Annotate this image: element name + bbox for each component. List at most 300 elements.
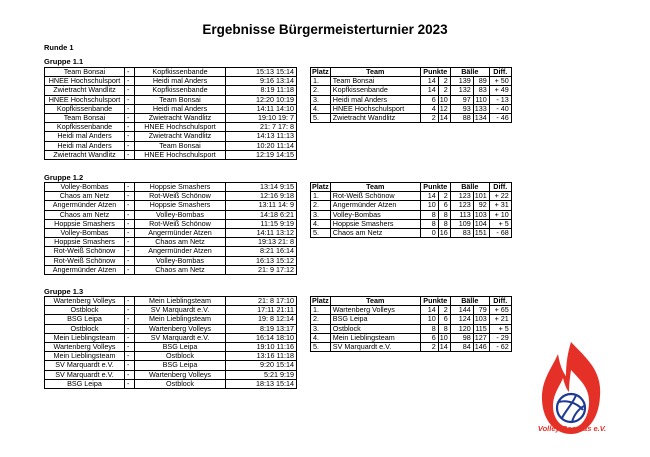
game-row: [45, 132, 297, 141]
game-row: [45, 352, 297, 361]
balls-won-cell: 98: [450, 333, 473, 342]
place-cell: 4.: [311, 219, 331, 228]
result-cell: 21: 8 17:10: [226, 297, 297, 306]
team-away-cell: Angermünder Atzen: [135, 247, 226, 256]
points-lost-cell: 14: [438, 343, 450, 352]
team-home-cell: Team Bonsai: [45, 68, 125, 77]
team-home-cell: HNEE Hochschulsport: [45, 95, 125, 104]
standings-header-cell: Punkte: [420, 297, 450, 306]
team-cell: Volley-Bombas: [330, 210, 420, 219]
balls-won-cell: 120: [450, 324, 473, 333]
separator-cell: -: [125, 324, 135, 333]
result-cell: 13:16 11:18: [226, 352, 297, 361]
result-cell: 17:11 21:11: [226, 306, 297, 315]
diff-cell: + 10: [489, 210, 511, 219]
standings-header-row: [311, 183, 512, 192]
game-row: [45, 361, 297, 370]
team-home-cell: Rot-Weiß Schönow: [45, 256, 125, 265]
points-won-cell: 2: [420, 114, 438, 123]
standings-row: [311, 229, 512, 238]
separator-cell: -: [125, 238, 135, 247]
place-cell: 3.: [311, 95, 331, 104]
standings-row: [311, 201, 512, 210]
balls-lost-cell: 79: [473, 306, 489, 315]
place-cell: 5.: [311, 229, 331, 238]
team-home-cell: SV Marquardt e.V.: [45, 361, 125, 370]
standings-header-cell: Platz: [312, 67, 329, 76]
team-cell: Angermünder Atzen: [330, 201, 420, 210]
team-away-cell: Wartenberg Volleys: [135, 324, 226, 333]
team-away-cell: Rot-Weiß Schönow: [135, 192, 226, 201]
result-cell: 12:16 9:18: [226, 192, 297, 201]
diff-cell: + 31: [489, 201, 511, 210]
points-lost-cell: 6: [438, 201, 450, 210]
points-won-cell: 0: [420, 229, 438, 238]
game-row: [45, 123, 297, 132]
team-away-cell: SV Marquardt e.V.: [135, 333, 226, 342]
standings-header-cell: Platz: [312, 296, 329, 305]
team-home-cell: Volley-Bombas: [45, 183, 125, 192]
result-cell: 14:11 14:10: [226, 104, 297, 113]
game-row: [45, 141, 297, 150]
balls-won-cell: 139: [450, 77, 473, 86]
game-row: [45, 219, 297, 228]
team-away-cell: BSG Leipa: [135, 361, 226, 370]
team-home-cell: Heidi mal Anders: [45, 141, 125, 150]
team-home-cell: Wartenberg Volleys: [45, 343, 125, 352]
page-title: Ergebnisse Bürgermeisterturnier 2023: [202, 22, 448, 37]
team-away-cell: Chaos am Netz: [135, 238, 226, 247]
team-away-cell: Team Bonsai: [135, 141, 226, 150]
balls-lost-cell: 146: [473, 343, 489, 352]
points-won-cell: 14: [420, 306, 438, 315]
result-cell: 18:13 15:14: [226, 379, 297, 388]
balls-won-cell: 123: [450, 192, 473, 201]
place-cell: 1.: [311, 77, 331, 86]
balls-lost-cell: 92: [473, 201, 489, 210]
standings-row: [311, 104, 512, 113]
separator-cell: -: [125, 229, 135, 238]
game-row: [45, 95, 297, 104]
standings-row: [311, 86, 512, 95]
team-away-cell: Angermünder Atzen: [135, 229, 226, 238]
place-cell: 5.: [311, 114, 331, 123]
standings-header-cell: Platz: [312, 182, 329, 191]
separator-cell: -: [125, 379, 135, 388]
team-home-cell: SV Marquardt e.V.: [45, 370, 125, 379]
team-home-cell: Angermünder Atzen: [45, 265, 125, 274]
points-won-cell: 14: [420, 192, 438, 201]
separator-cell: -: [125, 361, 135, 370]
game-row: [45, 68, 297, 77]
balls-lost-cell: 103: [473, 315, 489, 324]
team-home-cell: Mein Lieblingsteam: [45, 333, 125, 342]
team-away-cell: Volley-Bombas: [135, 210, 226, 219]
place-cell: 5.: [311, 343, 331, 352]
place-cell: 1.: [311, 192, 331, 201]
game-row: [45, 247, 297, 256]
diff-cell: - 46: [489, 114, 511, 123]
balls-lost-cell: 127: [473, 333, 489, 342]
team-cell: Hoppsie Smashers: [330, 219, 420, 228]
balls-won-cell: 123: [450, 201, 473, 210]
result-cell: 19:10 19: 7: [226, 114, 297, 123]
standings-header-cell: Bälle: [450, 68, 489, 77]
balls-won-cell: 124: [450, 315, 473, 324]
result-cell: 8:19 13:17: [226, 324, 297, 333]
game-row: [45, 192, 297, 201]
separator-cell: -: [125, 219, 135, 228]
team-away-cell: Rot-Weiß Schönow: [135, 219, 226, 228]
diff-cell: - 62: [489, 343, 511, 352]
team-home-cell: Hoppsie Smashers: [45, 219, 125, 228]
team-cell: Ostblock: [330, 324, 420, 333]
separator-cell: -: [125, 256, 135, 265]
team-cell: Wartenberg Volleys: [330, 306, 420, 315]
result-cell: 11:15 9:19: [226, 219, 297, 228]
diff-cell: + 5: [489, 219, 511, 228]
separator-cell: -: [125, 141, 135, 150]
standings-table: [310, 182, 512, 238]
team-cell: Chaos am Netz: [330, 229, 420, 238]
group-title: Gruppe 1.2: [44, 173, 84, 182]
team-away-cell: HNEE Hochschulsport: [135, 150, 226, 159]
game-row: [45, 77, 297, 86]
separator-cell: -: [125, 370, 135, 379]
separator-cell: -: [125, 352, 135, 361]
team-away-cell: HNEE Hochschulsport: [135, 123, 226, 132]
standings-header-cell: Bälle: [450, 297, 489, 306]
result-cell: 12:19 14:15: [226, 150, 297, 159]
balls-won-cell: 144: [450, 306, 473, 315]
standings-header-cell: Bälle: [450, 183, 489, 192]
team-home-cell: BSG Leipa: [45, 315, 125, 324]
team-cell: Heidi mal Anders: [330, 95, 420, 104]
separator-cell: -: [125, 104, 135, 113]
separator-cell: -: [125, 306, 135, 315]
diff-cell: - 13: [489, 95, 511, 104]
points-won-cell: 8: [420, 219, 438, 228]
diff-cell: + 65: [489, 306, 511, 315]
diff-cell: + 50: [489, 77, 511, 86]
points-lost-cell: 14: [438, 114, 450, 123]
team-away-cell: Kopfkissenbande: [135, 68, 226, 77]
points-lost-cell: 8: [438, 219, 450, 228]
team-cell: Team Bonsai: [330, 77, 420, 86]
points-won-cell: 4: [420, 104, 438, 113]
team-home-cell: Heidi mal Anders: [45, 132, 125, 141]
team-away-cell: Wartenberg Volleys: [135, 370, 226, 379]
separator-cell: -: [125, 150, 135, 159]
standings-header-row: [311, 297, 512, 306]
team-away-cell: Mein Lieblingsteam: [135, 297, 226, 306]
separator-cell: -: [125, 265, 135, 274]
diff-cell: - 68: [489, 229, 511, 238]
game-row: [45, 201, 297, 210]
result-cell: 19:13 21: 8: [226, 238, 297, 247]
points-lost-cell: 8: [438, 324, 450, 333]
points-lost-cell: 2: [438, 77, 450, 86]
team-away-cell: Ostblock: [135, 352, 226, 361]
separator-cell: -: [125, 192, 135, 201]
standings-header-cell: Diff.: [489, 68, 511, 77]
balls-won-cell: 113: [450, 210, 473, 219]
result-cell: 19:10 11:16: [226, 343, 297, 352]
diff-cell: + 49: [489, 86, 511, 95]
standings-table: [310, 67, 512, 123]
result-cell: 14:18 6:21: [226, 210, 297, 219]
standings-header-cell: Punkte: [420, 183, 450, 192]
team-away-cell: Zwietracht Wandlitz: [135, 132, 226, 141]
points-won-cell: 8: [420, 210, 438, 219]
standings-row: [311, 343, 512, 352]
place-cell: 1.: [311, 306, 331, 315]
standings-row: [311, 114, 512, 123]
game-row: [45, 104, 297, 113]
team-home-cell: Volley-Bombas: [45, 229, 125, 238]
separator-cell: -: [125, 343, 135, 352]
place-cell: 2.: [311, 201, 331, 210]
points-lost-cell: 8: [438, 210, 450, 219]
points-won-cell: 14: [420, 77, 438, 86]
team-home-cell: Wartenberg Volleys: [45, 297, 125, 306]
balls-lost-cell: 101: [473, 192, 489, 201]
place-cell: 4.: [311, 104, 331, 113]
place-cell: 2.: [311, 315, 331, 324]
separator-cell: -: [125, 114, 135, 123]
game-row: [45, 238, 297, 247]
team-home-cell: Zwietracht Wandlitz: [45, 86, 125, 95]
separator-cell: -: [125, 247, 135, 256]
result-cell: 13:14 9:15: [226, 183, 297, 192]
place-cell: 4.: [311, 333, 331, 342]
separator-cell: -: [125, 183, 135, 192]
balls-lost-cell: 134: [473, 114, 489, 123]
balls-lost-cell: 110: [473, 95, 489, 104]
points-lost-cell: 6: [438, 315, 450, 324]
standings-row: [311, 95, 512, 104]
team-cell: Zwietracht Wandlitz: [330, 114, 420, 123]
balls-won-cell: 88: [450, 114, 473, 123]
team-home-cell: Chaos am Netz: [45, 210, 125, 219]
team-away-cell: Team Bonsai: [135, 95, 226, 104]
game-row: [45, 315, 297, 324]
game-row: [45, 333, 297, 342]
separator-cell: -: [125, 86, 135, 95]
standings-row: [311, 333, 512, 342]
round-label: Runde 1: [44, 43, 74, 52]
separator-cell: -: [125, 333, 135, 342]
game-row: [45, 343, 297, 352]
points-won-cell: 8: [420, 324, 438, 333]
standings-row: [311, 219, 512, 228]
result-cell: 8:19 11:18: [226, 86, 297, 95]
standings-row: [311, 192, 512, 201]
standings-row: [311, 315, 512, 324]
game-row: [45, 370, 297, 379]
team-home-cell: Chaos am Netz: [45, 192, 125, 201]
result-cell: 19: 8 12:14: [226, 315, 297, 324]
club-logo: [536, 340, 606, 436]
game-row: [45, 306, 297, 315]
team-cell: HNEE Hochschulsport: [330, 104, 420, 113]
balls-won-cell: 132: [450, 86, 473, 95]
team-away-cell: Zwietracht Wandlitz: [135, 114, 226, 123]
separator-cell: -: [125, 95, 135, 104]
place-cell: 3.: [311, 324, 331, 333]
team-cell: SV Marquardt e.V.: [330, 343, 420, 352]
team-home-cell: Mein Lieblingsteam: [45, 352, 125, 361]
result-cell: 5:21 9:19: [226, 370, 297, 379]
team-cell: BSG Leipa: [330, 315, 420, 324]
team-cell: Kopfkissenbande: [330, 86, 420, 95]
team-home-cell: Kopfkissenbande: [45, 123, 125, 132]
standings-header-cell: Team: [330, 183, 420, 192]
team-home-cell: Kopfkissenbande: [45, 104, 125, 113]
place-cell: 2.: [311, 86, 331, 95]
standings-row: [311, 324, 512, 333]
points-won-cell: 10: [420, 315, 438, 324]
games-table: [44, 182, 297, 275]
team-home-cell: Ostblock: [45, 324, 125, 333]
balls-lost-cell: 103: [473, 210, 489, 219]
games-table: [44, 67, 297, 160]
team-away-cell: Hoppsie Smashers: [135, 183, 226, 192]
team-away-cell: Mein Lieblingsteam: [135, 315, 226, 324]
standings-header-cell: Diff.: [489, 297, 511, 306]
game-row: [45, 324, 297, 333]
result-cell: 12:20 10:19: [226, 95, 297, 104]
team-home-cell: Angermünder Atzen: [45, 201, 125, 210]
balls-won-cell: 109: [450, 219, 473, 228]
standings-table: [310, 296, 512, 352]
separator-cell: -: [125, 297, 135, 306]
standings-header-cell: Diff.: [489, 183, 511, 192]
game-row: [45, 297, 297, 306]
result-cell: 9:16 13:14: [226, 77, 297, 86]
game-row: [45, 210, 297, 219]
game-row: [45, 183, 297, 192]
team-home-cell: Rot-Weiß Schönow: [45, 247, 125, 256]
team-away-cell: Ostblock: [135, 379, 226, 388]
diff-cell: + 5: [489, 324, 511, 333]
result-cell: 10:20 11:14: [226, 141, 297, 150]
result-cell: 14:11 13:12: [226, 229, 297, 238]
result-cell: 9:20 15:14: [226, 361, 297, 370]
separator-cell: -: [125, 132, 135, 141]
diff-cell: - 29: [489, 333, 511, 342]
game-row: [45, 114, 297, 123]
result-cell: 8:21 16:14: [226, 247, 297, 256]
result-cell: 15:13 15:14: [226, 68, 297, 77]
diff-cell: + 21: [489, 315, 511, 324]
standings-row: [311, 306, 512, 315]
points-lost-cell: 2: [438, 86, 450, 95]
diff-cell: + 22: [489, 192, 511, 201]
result-cell: 16:14 18:10: [226, 333, 297, 342]
result-cell: 14:13 11:13: [226, 132, 297, 141]
team-away-cell: SV Marquardt e.V.: [135, 306, 226, 315]
standings-header-row: [311, 68, 512, 77]
team-home-cell: Zwietracht Wandlitz: [45, 150, 125, 159]
separator-cell: -: [125, 77, 135, 86]
balls-lost-cell: 83: [473, 86, 489, 95]
team-home-cell: BSG Leipa: [45, 379, 125, 388]
balls-won-cell: 83: [450, 229, 473, 238]
team-away-cell: Volley-Bombas: [135, 256, 226, 265]
standings-header-cell: Team: [330, 297, 420, 306]
game-row: [45, 265, 297, 274]
points-lost-cell: 2: [438, 306, 450, 315]
balls-won-cell: 97: [450, 95, 473, 104]
team-home-cell: Hoppsie Smashers: [45, 238, 125, 247]
game-row: [45, 86, 297, 95]
result-cell: 13:11 14: 9: [226, 201, 297, 210]
team-home-cell: Team Bonsai: [45, 114, 125, 123]
standings-header-cell: Team: [330, 68, 420, 77]
balls-lost-cell: 89: [473, 77, 489, 86]
separator-cell: -: [125, 201, 135, 210]
game-row: [45, 150, 297, 159]
points-won-cell: 14: [420, 86, 438, 95]
team-away-cell: Chaos am Netz: [135, 265, 226, 274]
standings-row: [311, 77, 512, 86]
team-cell: Rot-Weiß Schönow: [330, 192, 420, 201]
separator-cell: -: [125, 210, 135, 219]
points-won-cell: 6: [420, 333, 438, 342]
group-title: Gruppe 1.3: [44, 287, 84, 296]
diff-cell: - 40: [489, 104, 511, 113]
balls-lost-cell: 133: [473, 104, 489, 113]
balls-won-cell: 84: [450, 343, 473, 352]
team-away-cell: Heidi mal Anders: [135, 104, 226, 113]
result-cell: 16:13 15:12: [226, 256, 297, 265]
result-cell: 21: 9 17:12: [226, 265, 297, 274]
separator-cell: -: [125, 123, 135, 132]
points-won-cell: 10: [420, 201, 438, 210]
standings-header-cell: Punkte: [420, 68, 450, 77]
points-lost-cell: 2: [438, 192, 450, 201]
balls-won-cell: 93: [450, 104, 473, 113]
team-away-cell: Hoppsie Smashers: [135, 201, 226, 210]
team-away-cell: Kopfkissenbande: [135, 86, 226, 95]
games-table: [44, 296, 297, 389]
separator-cell: -: [125, 68, 135, 77]
result-cell: 21: 7 17: 8: [226, 123, 297, 132]
club-logo-text: Volley Bombas e.V.: [537, 424, 607, 433]
points-lost-cell: 10: [438, 333, 450, 342]
game-row: [45, 229, 297, 238]
points-won-cell: 2: [420, 343, 438, 352]
game-row: [45, 379, 297, 388]
standings-row: [311, 210, 512, 219]
balls-lost-cell: 115: [473, 324, 489, 333]
team-home-cell: HNEE Hochschulsport: [45, 77, 125, 86]
separator-cell: -: [125, 315, 135, 324]
points-lost-cell: 10: [438, 95, 450, 104]
group-title: Gruppe 1.1: [44, 57, 84, 66]
team-cell: Mein Lieblingsteam: [330, 333, 420, 342]
balls-lost-cell: 104: [473, 219, 489, 228]
points-lost-cell: 12: [438, 104, 450, 113]
balls-lost-cell: 151: [473, 229, 489, 238]
place-cell: 3.: [311, 210, 331, 219]
team-away-cell: BSG Leipa: [135, 343, 226, 352]
team-away-cell: Heidi mal Anders: [135, 77, 226, 86]
team-home-cell: Ostblock: [45, 306, 125, 315]
game-row: [45, 256, 297, 265]
points-lost-cell: 16: [438, 229, 450, 238]
